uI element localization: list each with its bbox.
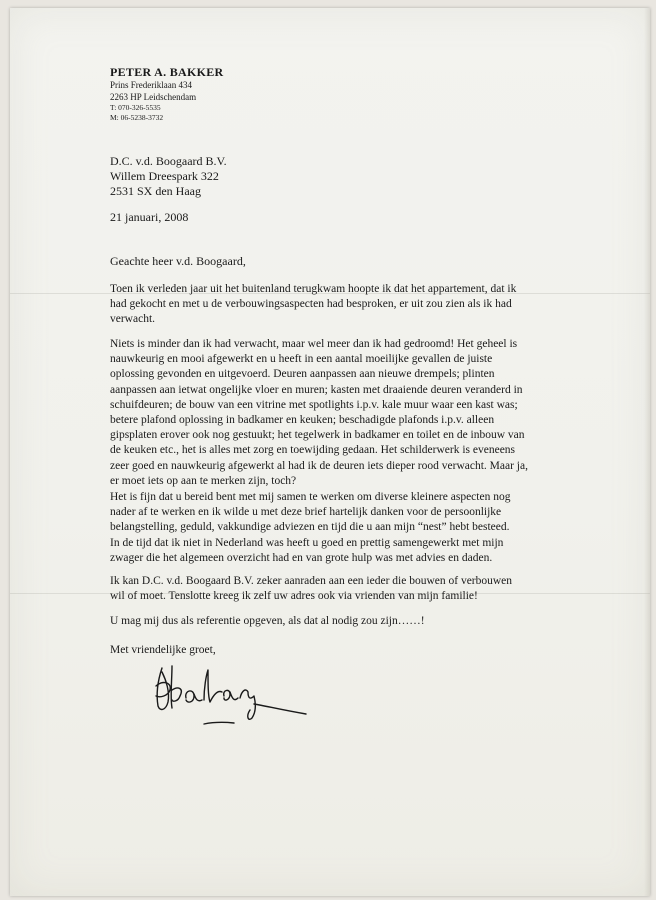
text-line: wil of moet. Tenslotte kreeg ik zelf uw adres ook via vrienden van mijn familie! xyxy=(110,590,478,603)
paragraph-2 xyxy=(110,337,570,489)
text-line: Het is fijn dat u bereid bent met mij samen te werken om diverse kleinere aspecten nog xyxy=(110,491,511,503)
text-line: er moet iets op aan te merken zijn, toch? xyxy=(110,474,297,487)
sender-mobile: M: 06-5238-3732 xyxy=(110,113,164,122)
text-line: oplossing gevonden en uitgevoerd. Deuren aanpassen aan nieuwe drempels; plinten xyxy=(110,368,495,381)
letterhead xyxy=(110,65,224,123)
closing: Met vriendelijke groet, xyxy=(110,644,216,656)
text-line: verwacht. xyxy=(110,313,156,326)
paragraph-5 xyxy=(110,614,570,629)
sender-name: PETER A. BAKKER xyxy=(110,65,224,79)
text-line: In de tijd dat ik niet in Nederland was heeft u goed en prettig samengewerkt met mijn xyxy=(110,536,504,549)
text-line: Toen ik verleden jaar uit het buitenland terugkwam hoopte ik dat het appartement, dat ik xyxy=(110,283,517,295)
sender-city: 2263 HP Leidschendam xyxy=(110,92,197,102)
text-line: de keuken etc., het is alles met zorg en toewijding gedaan. Het schilderwerk is eveneens xyxy=(110,444,516,457)
text-line: U mag mij dus als referentie opgeven, als dat al nodig zou zijn……! xyxy=(110,615,425,627)
text-line: zeer goed en nauwkeurig afgewerkt al had ik de deuren iets dieper rood verwacht. Maar ja, xyxy=(110,459,528,472)
text-line: had gekocht en met u de verbouwingsaspecten had besproken, er uit zou zien als ik had xyxy=(110,298,512,311)
recipient-city: 2531 SX den Haag xyxy=(110,184,201,198)
text-line: schuifdeuren; de bouw van een vitrine met spotlights i.p.v. kale muur waar een kast was; xyxy=(110,398,518,411)
text-line: belangstelling, geduld, vakkundige adviezen en tijd die u aan mijn “nest” hebt besteed. xyxy=(110,521,510,534)
recipient-address xyxy=(110,154,227,199)
text-line: nader af te werken en ik wilde u met deze brief hartelijk danken voor de persoonlijke xyxy=(110,506,502,519)
text-line: gipsplaten erover ook nog gestuukt; het tegelwerk in badkamer en toilet en de inbouw van xyxy=(110,429,525,442)
text-line: betere plafond oplossing in badkamer en keuken; beschadigde plafonds i.p.v. alleen xyxy=(110,414,495,427)
paragraph-1 xyxy=(110,282,570,328)
text-line: zwager die het algemeen overzicht had en van grote hulp was met advies en daden. xyxy=(110,551,493,564)
text-line: Ik kan D.C. v.d. Boogaard B.V. zeker aanraden aan een ieder die bouwen of verbouwen xyxy=(110,575,513,587)
recipient-company: D.C. v.d. Boogaard B.V. xyxy=(110,154,227,168)
paper-edge-shadow xyxy=(644,8,650,896)
text-line: aanpassen aan ietwat ongelijke vloer en muren; kasten met draaiende deuren veranderd in xyxy=(110,383,523,396)
salutation: Geachte heer v.d. Boogaard, xyxy=(110,254,246,268)
handwritten-signature xyxy=(148,660,318,735)
sender-street: Prins Frederiklaan 434 xyxy=(110,80,192,90)
letter-date: 21 januari, 2008 xyxy=(110,210,189,224)
paragraph-3 xyxy=(110,490,570,566)
text-line: Niets is minder dan ik had verwacht, maar wel meer dan ik had gedroomd! Het geheel is xyxy=(110,338,518,350)
sender-phone: T: 070-326-5535 xyxy=(110,103,161,112)
paragraph-4 xyxy=(110,574,570,604)
recipient-street: Willem Dreespark 322 xyxy=(110,169,219,183)
text-line: nauwkeurig en mooi afgewerkt en u heeft in een aantal moeilijke gevallen de juiste xyxy=(110,353,493,366)
